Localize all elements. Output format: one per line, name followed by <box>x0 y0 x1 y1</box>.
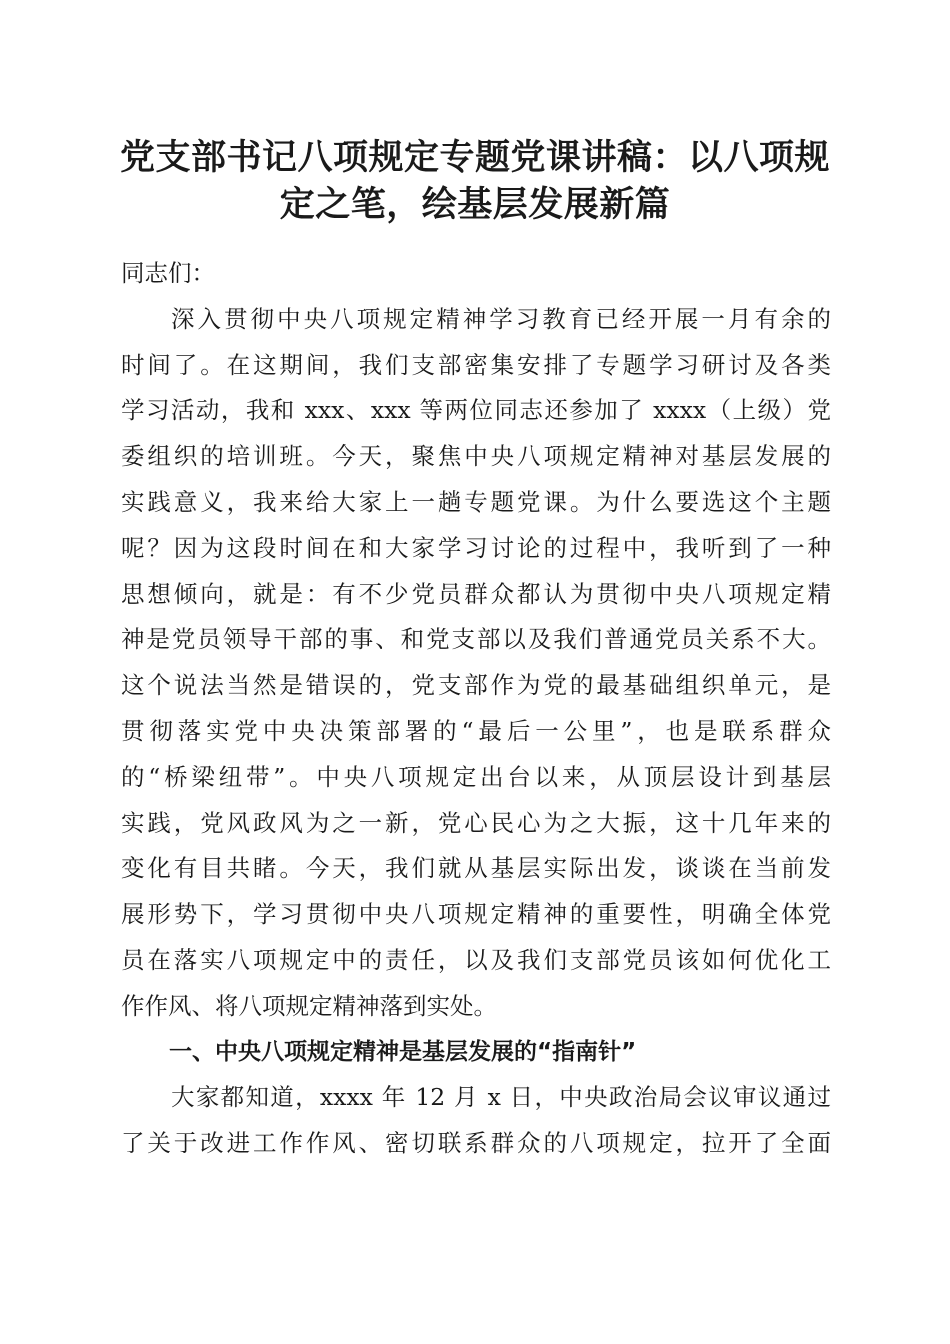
paragraph-line: 大家都知道，xxxx 年 12 月 x 日，中央政治局会议审议通过 <box>171 1083 831 1112</box>
paragraph-line: 思想倾向，就是：有不少党员群众都认为贯彻中央八项规定精 <box>121 579 831 608</box>
paragraph-line: 神是党员领导干部的事、和党支部以及我们普通党员关系不大。 <box>121 625 831 654</box>
paragraph-section-1 <box>121 1075 831 1167</box>
paragraph-line: 员在落实八项规定中的责任，以及我们支部党员该如何优化工 <box>121 945 831 974</box>
paragraph-intro <box>121 297 831 1030</box>
paragraph-line: 贯彻落实党中央决策部署的“最后一公里”，也是联系群众 <box>121 716 831 745</box>
paragraph-line: 了关于改进工作作风、密切联系群众的八项规定，拉开了全面 <box>121 1129 831 1158</box>
paragraph-line: 这个说法当然是错误的，党支部作为党的最基础组织单元，是 <box>121 671 831 700</box>
title-line: 定之笔，绘基层发展新篇 <box>279 184 671 225</box>
paragraph-line: 委组织的培训班。今天，聚焦中央八项规定精神对基层发展的 <box>121 442 831 471</box>
title-line: 党支部书记八项规定专题党课讲稿：以八项规 <box>119 137 830 178</box>
paragraph-line: 实践，党风政风为之一新，党心民心为之大振，这十几年来的 <box>121 808 831 837</box>
paragraph-line: 作作风、将八项规定精神落到实处。 <box>121 991 497 1020</box>
paragraph-line: 展形势下，学习贯彻中央八项规定精神的重要性，明确全体党 <box>121 900 831 929</box>
document-body <box>121 251 831 1167</box>
paragraph-line: 实践意义，我来给大家上一趟专题党课。为什么要选这个主题 <box>121 487 831 516</box>
paragraph-line: 变化有目共睹。今天，我们就从基层实际出发，谈谈在当前发 <box>121 854 831 883</box>
salutation: 同志们： <box>121 259 215 287</box>
paragraph-line: 学习活动，我和 xxx、xxx 等两位同志还参加了 xxxx（上级）党 <box>121 396 831 425</box>
paragraph-line: 深入贯彻中央八项规定精神学习教育已经开展一月有余的 <box>171 304 831 333</box>
section-heading: 一、中央八项规定精神是基层发展的“指南针” <box>169 1038 637 1065</box>
paragraph-line: 的“桥梁纽带”。中央八项规定出台以来，从顶层设计到基层 <box>121 762 831 791</box>
paragraph-line: 呢？因为这段时间在和大家学习讨论的过程中，我听到了一种 <box>121 533 831 562</box>
document-title <box>110 134 840 228</box>
paragraph-line: 时间了。在这期间，我们支部密集安排了专题学习研讨及各类 <box>121 350 831 379</box>
